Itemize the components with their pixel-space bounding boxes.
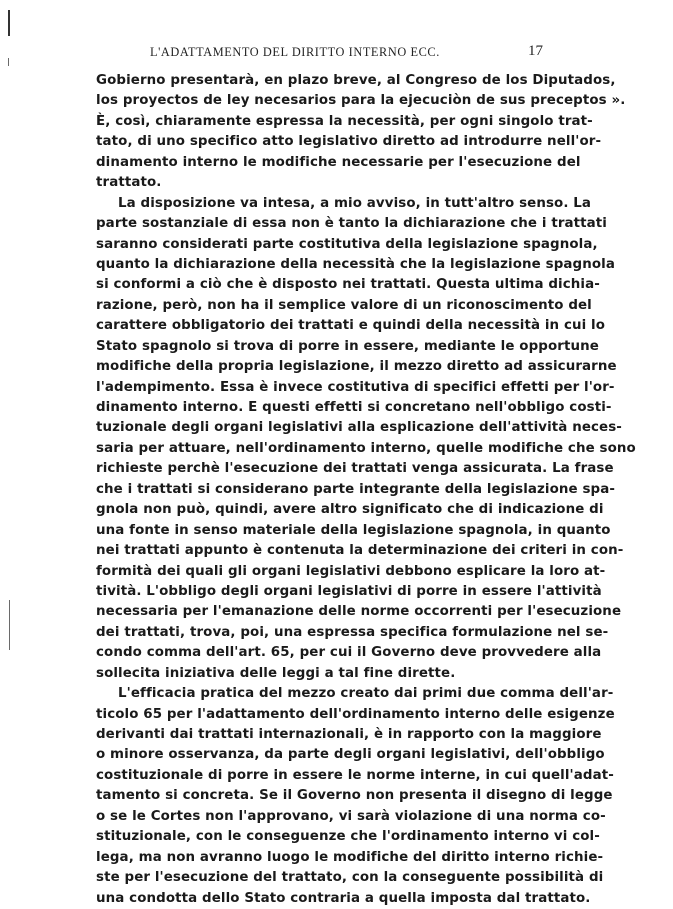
text-line: necessaria per l'emanazione delle norme occorrenti per l'esecuzione	[96, 604, 622, 620]
text-line: saria per attuare, nell'ordinamento interno, quelle modifiche che sono	[96, 440, 636, 456]
text-line: parte sostanziale di essa non è tanto la dichiarazione che i trattati	[96, 216, 607, 232]
text-line: tività. L'obbligo degli organi legislativi di porre in essere l'attività	[96, 583, 602, 599]
body-text	[96, 71, 636, 909]
text-line: che i trattati si considerano parte integrante della legislazione spa-	[96, 481, 616, 497]
text-line: costituzionale di porre in essere le norme interne, in cui quell'adat-	[96, 767, 614, 783]
text-line: gnola non può, quindi, avere altro significato che di indicazione di	[96, 502, 604, 518]
text-line: una fonte in senso materiale della legislazione spagnola, in quanto	[96, 522, 611, 538]
running-title: L'ADATTAMENTO DEL DIRITTO INTERNO ECC.	[150, 45, 440, 59]
paragraph-first-line: L'efficacia pratica del mezzo creato dai primi due comma dell'ar-	[118, 686, 614, 702]
text-line: nei trattati appunto è contenuta la determinazione dei criteri in con-	[96, 543, 624, 559]
text-line: los proyectos de ley necesarios para la ejecuciòn de sus preceptos ».	[96, 93, 626, 109]
running-head	[96, 43, 543, 65]
text-line: Gobierno presentarà, en plazo breve, al Congreso de los Diputados,	[96, 73, 616, 88]
text-line: tuzionale degli organi legislativi alla esplicazione dell'attività neces-	[96, 420, 622, 436]
text-line: tato, di uno specifico atto legislativo diretto ad introdurre nell'or-	[96, 134, 602, 150]
text-line: o minore osservanza, da parte degli organi legislativi, dell'obbligo	[96, 747, 605, 763]
text-line: o se le Cortes non l'approvano, vi sarà violazione di una norma co-	[96, 808, 606, 824]
text-line: l'adempimento. Essa è invece costitutiva di specifici effetti per l'or-	[96, 379, 615, 395]
text-line: si conformi a ciò che è disposto nei trattati. Questa ultima dichia-	[96, 277, 600, 293]
text-line: quanto la dichiarazione della necessità che la legislazione spagnola	[96, 256, 615, 272]
text-line: modifiche della propria legislazione, il mezzo diretto ad assicurarne	[96, 359, 617, 375]
text-line: stituzionale, con le conseguenze che l'ordinamento interno vi col-	[96, 829, 600, 845]
text-line: una condotta dello Stato contraria a quella imposta dal trattato.	[96, 890, 591, 906]
text-line: tamento si concreta. Se il Governo non presenta il disegno di legge	[96, 788, 613, 804]
text-line: dinamento interno le modifiche necessarie per l'esecuzione del	[96, 154, 581, 170]
margin-mark-top-small	[8, 58, 9, 66]
page-number: 17	[528, 43, 543, 59]
text-line: ste per l'esecuzione del trattato, con la conseguente possibilità di	[96, 870, 604, 886]
margin-mark-middle	[9, 600, 10, 650]
text-line: richieste perchè l'esecuzione dei trattati venga assicurata. La frase	[96, 461, 614, 477]
text-line: razione, però, non ha il semplice valore di un riconoscimento del	[96, 297, 592, 313]
text-line: ticolo 65 per l'adattamento dell'ordinamento interno delle esigenze	[96, 706, 615, 722]
margin-mark-top	[8, 10, 10, 36]
text-line: derivanti dai trattati internazionali, è in rapporto con la maggiore	[96, 727, 602, 742]
text-line: È, così, chiaramente espressa la necessità, per ogni singolo trat-	[96, 113, 593, 129]
text-line: dinamento interno. E questi effetti si concretano nell'obbligo costi-	[96, 400, 612, 415]
text-line: sollecita iniziativa delle leggi a tal fine dirette.	[96, 665, 456, 681]
text-line: condo comma dell'art. 65, per cui il Governo deve provvedere alla	[96, 645, 602, 661]
paragraph-first-line: La disposizione va intesa, a mio avviso, in tutt'altro senso. La	[118, 195, 592, 211]
text-line: trattato.	[96, 175, 162, 191]
text-line: dei trattati, trova, poi, una espressa specifica formulazione nel se-	[96, 624, 609, 640]
text-line: Stato spagnolo si trova di porre in essere, mediante le opportune	[96, 338, 599, 354]
text-line: saranno considerati parte costitutiva della legislazione spagnola,	[96, 236, 598, 252]
text-line: formità dei quali gli organi legislativi debbono esplicare la loro at-	[96, 563, 606, 579]
text-line: carattere obbligatorio dei trattati e quindi della necessità in cui lo	[96, 318, 606, 334]
text-line: lega, ma non avranno luogo le modifiche del diritto interno richie-	[96, 849, 604, 865]
